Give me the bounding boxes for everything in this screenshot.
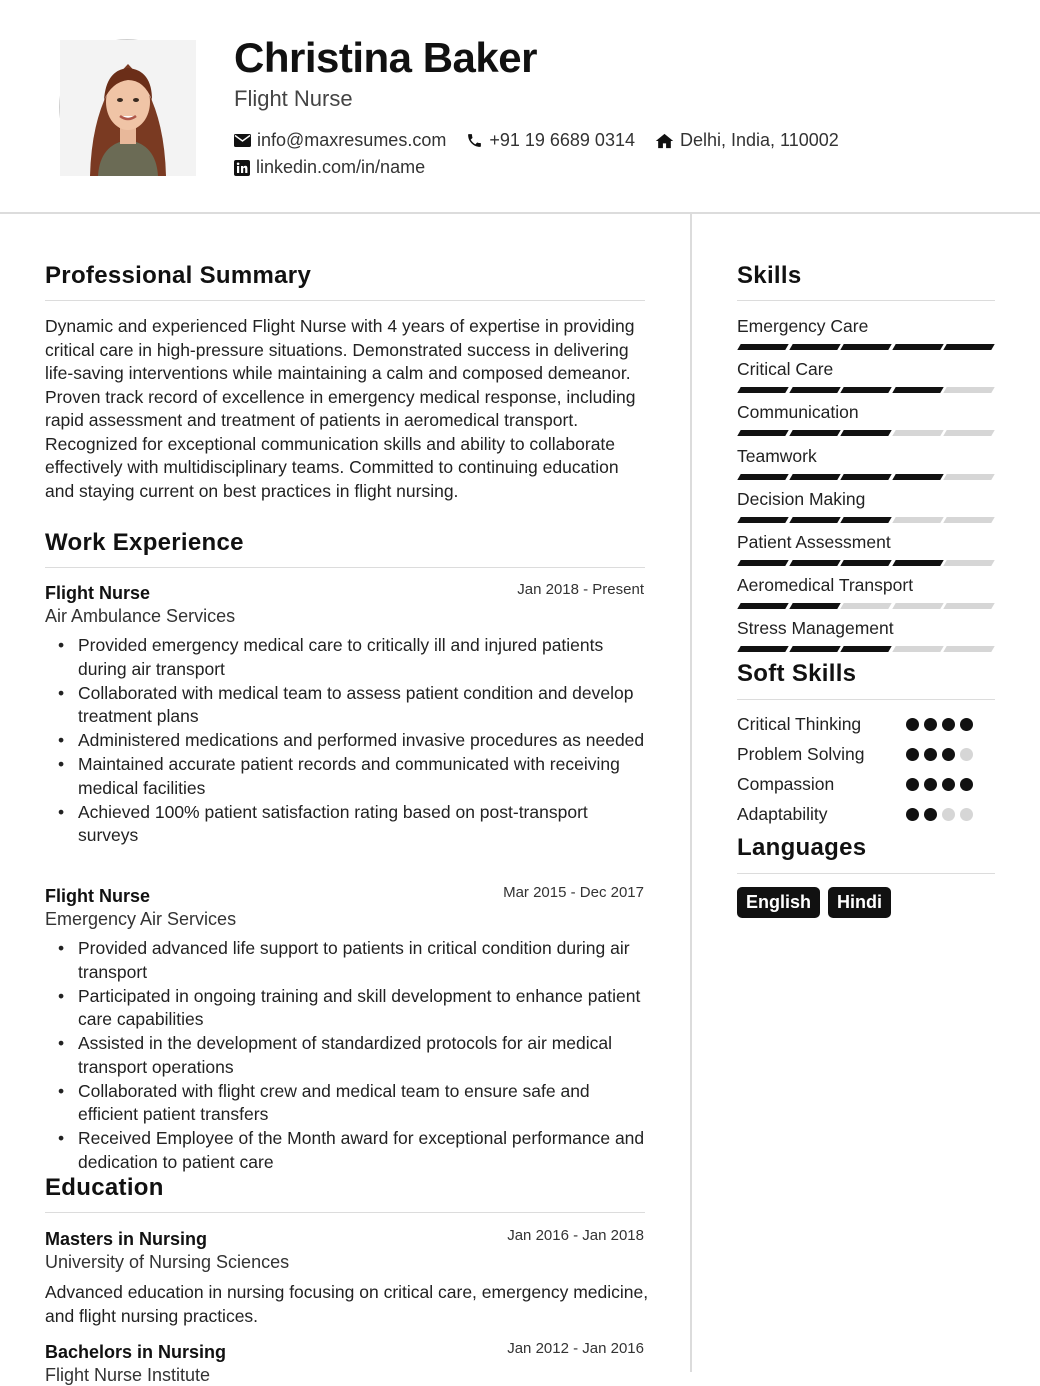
soft-skill-name: Critical Thinking [737, 714, 862, 734]
rating-dot [960, 748, 973, 761]
rating-dot [960, 808, 973, 821]
job-bullets [78, 634, 650, 848]
degree-date: Jan 2012 - Jan 2016 [507, 1340, 644, 1357]
contact-row-2 [234, 157, 445, 178]
rating-dot [924, 718, 937, 731]
skill-level-segment [789, 430, 840, 436]
candidate-name: Christina Baker [234, 34, 537, 81]
soft-skill-rating [906, 778, 973, 791]
skill-level-segment [737, 387, 788, 393]
degree-date: Jan 2016 - Jan 2018 [507, 1227, 644, 1244]
skill-level-bar [739, 560, 993, 566]
profile-photo [59, 39, 195, 175]
contact-row [234, 130, 859, 151]
list-item: • Participated in ongoing training and skill development to enhance patient care capabilities [78, 985, 650, 1032]
skill-level-segment [737, 560, 788, 566]
school-name: University of Nursing Sciences [45, 1252, 290, 1272]
experience-heading: Work Experience [45, 529, 244, 556]
skill-level-segment [737, 430, 788, 436]
skill-level-segment [892, 344, 943, 350]
soft-skill-name: Compassion [737, 774, 835, 794]
contact-address [655, 130, 839, 151]
list-item: • Administered medications and performed invasive procedures as needed [78, 729, 650, 753]
skill-level-segment [944, 474, 995, 480]
skill-level-segment [737, 517, 788, 523]
skill-level-segment [840, 474, 891, 480]
job-title: Flight Nurse [45, 886, 151, 906]
skill-level-segment [840, 560, 891, 566]
list-item: • Achieved 100% patient satisfaction rating based on post-transport surveys [78, 801, 650, 848]
soft-skills-rule [737, 699, 995, 700]
rating-dot [906, 718, 919, 731]
soft-skill-name: Problem Solving [737, 744, 865, 764]
experience-rule [45, 567, 645, 568]
soft-skills-heading: Soft Skills [737, 660, 857, 687]
resume-header [0, 0, 1040, 214]
rating-dot [960, 718, 973, 731]
home-icon [655, 133, 674, 149]
language-badges [737, 887, 891, 918]
skill-level-segment [944, 430, 995, 436]
skill-name: Decision Making [737, 488, 866, 509]
rating-dot [924, 778, 937, 791]
skill-level-segment [789, 646, 840, 652]
languages-heading: Languages [737, 834, 867, 861]
rating-dot [924, 808, 937, 821]
job-date: Mar 2015 - Dec 2017 [503, 884, 644, 901]
skill-level-segment [892, 474, 943, 480]
linkedin-text: linkedin.com/in/name [256, 157, 426, 177]
skill-name: Emergency Care [737, 316, 869, 336]
languages-rule [737, 873, 995, 874]
linkedin-icon [234, 160, 250, 176]
language-badge: English [737, 887, 820, 918]
degree-description: Advanced education in nursing focusing on critical care, emergency medicine, and flight nursing practices. [45, 1282, 649, 1326]
job-title: Flight Nurse [45, 583, 151, 603]
contact-email[interactable] [234, 130, 446, 151]
skill-level-segment [944, 387, 995, 393]
degree-title: Bachelors in Nursing [45, 1342, 227, 1362]
rating-dot [960, 778, 973, 791]
skill-name: Patient Assessment [737, 532, 891, 552]
phone-icon [466, 132, 483, 149]
column-divider [690, 214, 692, 1372]
skill-level-bar [739, 387, 993, 393]
skill-level-segment [789, 603, 840, 609]
skill-name: Communication [737, 402, 859, 423]
list-item: • Collaborated with flight crew and medical team to ensure safe and efficient patient transfers [78, 1080, 650, 1127]
summary-text: Dynamic and experienced Flight Nurse with 4 years of expertise in providing critical care in high-pressure situations. Demonstrated success in delivering life-saving interventions while maintaining a calm and composed demeanor. Proven track record of excellence in emergency medical response, including rapid assessment and treatment of patients in aeromedical transport. Recognized for exceptional communication skills and ability to collaborate effectively with multidisciplinary teams. Committed to continuing education and staying current on best practices in flight nursing. [45, 316, 636, 501]
skill-level-segment [789, 344, 840, 350]
job-organization: Emergency Air Services [45, 909, 237, 929]
skill-level-segment [944, 646, 995, 652]
skill-level-segment [737, 344, 788, 350]
skill-level-bar [739, 344, 993, 350]
skill-level-segment [789, 560, 840, 566]
soft-skill-rating [906, 748, 973, 761]
rating-dot [924, 748, 937, 761]
skill-name: Stress Management [737, 618, 894, 639]
skill-level-segment [840, 387, 891, 393]
skill-level-segment [892, 517, 943, 523]
list-item: • Maintained accurate patient records and communicated with receiving medical facilities [78, 753, 650, 800]
skill-level-segment [737, 603, 788, 609]
email-text: info@maxresumes.com [257, 130, 447, 150]
skill-level-segment [840, 646, 891, 652]
skill-level-segment [737, 646, 788, 652]
skill-level-bar [739, 603, 993, 609]
skill-level-segment [737, 474, 788, 480]
skill-level-segment [892, 430, 943, 436]
education-heading: Education [45, 1174, 164, 1201]
list-item: • Collaborated with medical team to assess patient condition and develop treatment plans [78, 682, 650, 729]
list-item: • Received Employee of the Month award for exceptional performance and dedication to patient care [78, 1127, 650, 1174]
degree-title: Masters in Nursing [45, 1229, 208, 1249]
rating-dot [906, 748, 919, 761]
address-text: Delhi, India, 110002 [679, 130, 839, 150]
summary-heading: Professional Summary [45, 262, 312, 289]
phone-text: +91 19 6689 0314 [489, 130, 635, 150]
rating-dot [942, 718, 955, 731]
skill-level-segment [840, 603, 891, 609]
summary-rule [45, 300, 645, 301]
skill-name: Teamwork [737, 445, 817, 466]
skills-heading: Skills [737, 262, 802, 289]
rating-dot [942, 808, 955, 821]
soft-skill-name: Adaptability [737, 804, 828, 824]
skill-level-segment [892, 560, 943, 566]
rating-dot [942, 778, 955, 791]
skill-level-segment [944, 560, 995, 566]
envelope-icon [234, 134, 251, 147]
rating-dot [906, 778, 919, 791]
contact-phone[interactable] [466, 130, 635, 151]
candidate-role: Flight Nurse [234, 86, 353, 111]
soft-skill-rating [906, 808, 973, 821]
skill-level-segment [789, 387, 840, 393]
contact-linkedin[interactable] [234, 157, 425, 178]
job-date: Jan 2018 - Present [517, 581, 644, 598]
skill-level-bar [739, 430, 993, 436]
rating-dot [906, 808, 919, 821]
skill-level-bar [739, 646, 993, 652]
profile-photo-illustration [60, 40, 196, 176]
skill-level-segment [944, 344, 995, 350]
skills-rule [737, 300, 995, 301]
skill-level-segment [944, 517, 995, 523]
skill-level-segment [789, 474, 840, 480]
list-item: • Provided advanced life support to patients in critical condition during air transport [78, 937, 650, 984]
skill-name: Critical Care [737, 359, 834, 380]
rating-dot [942, 748, 955, 761]
skill-level-segment [840, 344, 891, 350]
list-item: • Provided emergency medical care to critically ill and injured patients during air transport [78, 634, 650, 681]
skill-level-segment [892, 387, 943, 393]
skill-level-segment [944, 603, 995, 609]
skill-level-segment [840, 430, 891, 436]
list-item: • Assisted in the development of standardized protocols for air medical transport operations [78, 1032, 650, 1079]
language-badge: Hindi [828, 887, 891, 918]
skill-level-bar [739, 517, 993, 523]
school-name: Flight Nurse Institute [45, 1365, 211, 1385]
skill-level-bar [739, 474, 993, 480]
soft-skill-rating [906, 718, 973, 731]
job-bullets [78, 937, 650, 1175]
skill-name: Aeromedical Transport [737, 575, 914, 596]
skill-level-segment [892, 603, 943, 609]
job-organization: Air Ambulance Services [45, 606, 236, 626]
skill-level-segment [789, 517, 840, 523]
skill-level-segment [892, 646, 943, 652]
education-rule [45, 1212, 645, 1213]
skill-level-segment [840, 517, 891, 523]
